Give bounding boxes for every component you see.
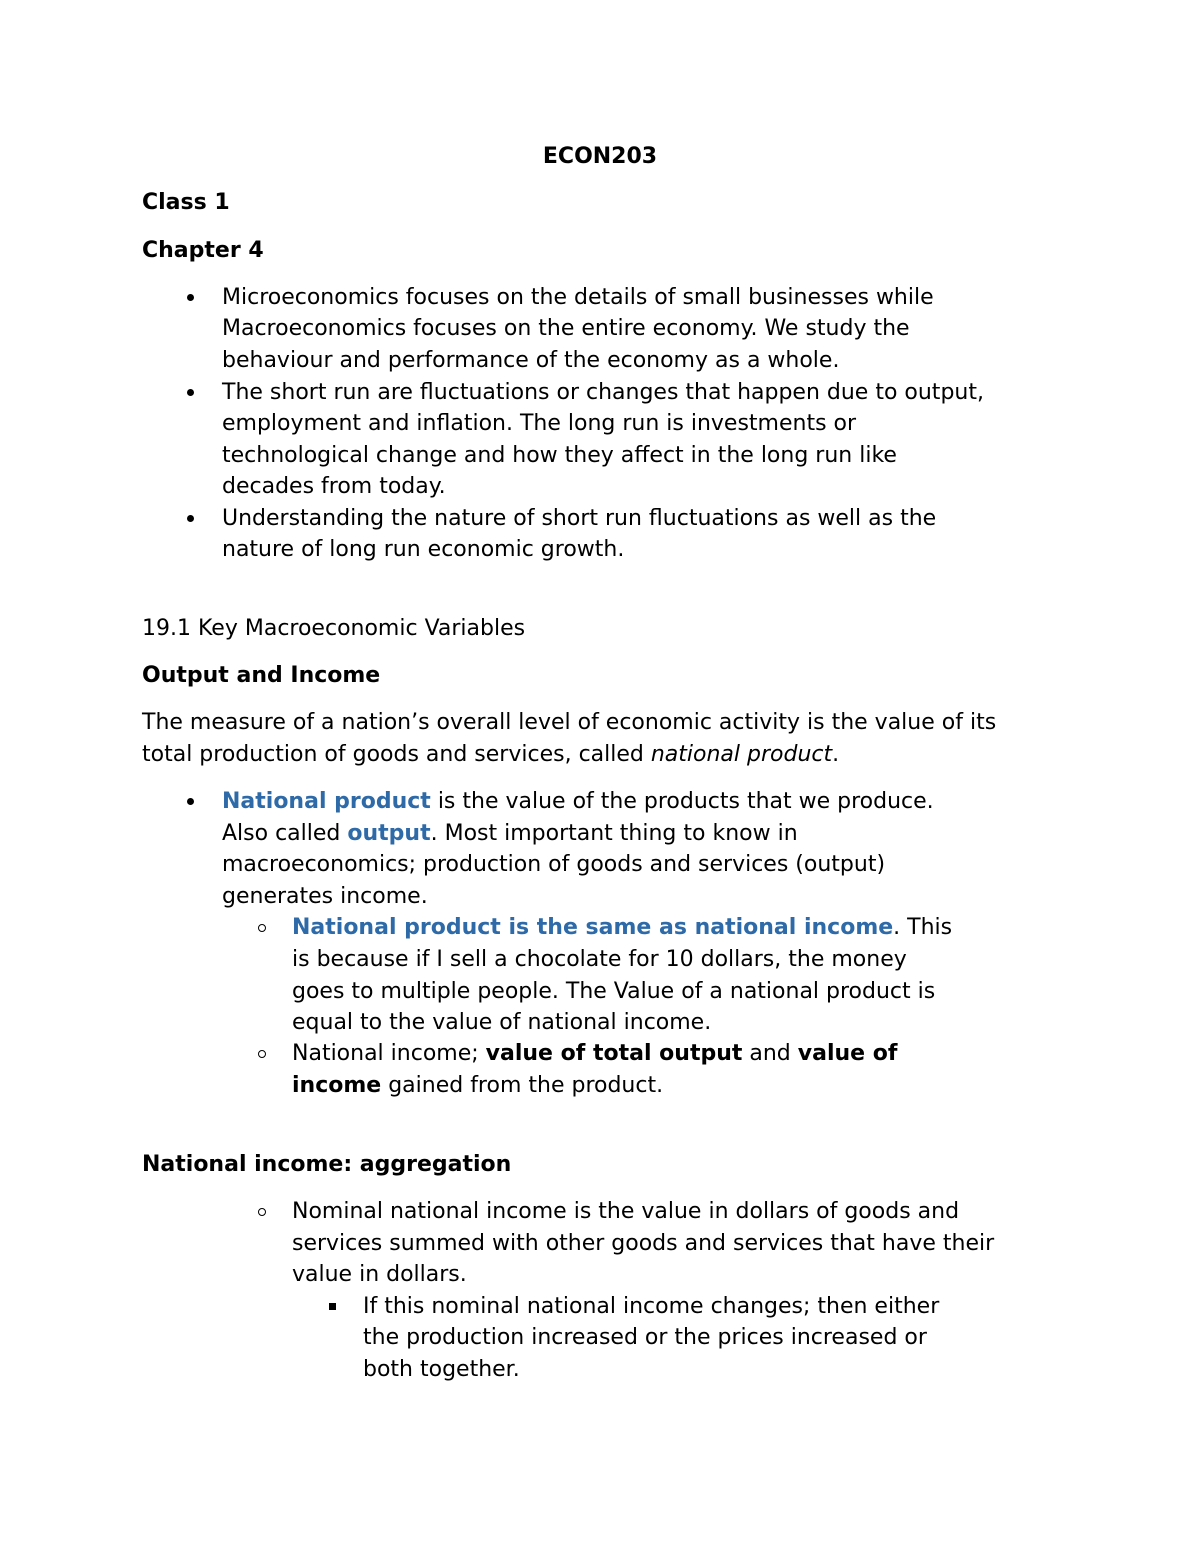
list-item-line: generates income. bbox=[222, 884, 428, 909]
bullet-disc-icon bbox=[187, 798, 194, 805]
bullet-disc-icon bbox=[187, 389, 194, 396]
list-item-line: Understanding the nature of short run fluctuations as well as the bbox=[222, 506, 937, 531]
chapter-heading: Chapter 4 bbox=[142, 238, 264, 263]
aggregation-heading: National income: aggregation bbox=[142, 1152, 512, 1177]
list-item-line: equal to the value of national income. bbox=[292, 1010, 712, 1035]
list-item-line: If this nominal national income changes; then either bbox=[363, 1294, 940, 1319]
output-term: output bbox=[347, 821, 431, 846]
national-income-equivalence-term: National product is the same as national income bbox=[292, 915, 894, 940]
measure-paragraph-line: The measure of a nation’s overall level of economic activity is the value of its bbox=[142, 710, 997, 735]
national-product-term: National product bbox=[222, 789, 431, 814]
list-item-line: value in dollars. bbox=[292, 1262, 467, 1287]
list-item-line: income gained from the product. bbox=[292, 1073, 664, 1098]
list-item-line: National product is the same as national income. This bbox=[292, 915, 953, 940]
list-item-line: National product is the value of the products that we produce. bbox=[222, 789, 934, 814]
list-item-line: is because if I sell a chocolate for 10 dollars, the money bbox=[292, 947, 907, 972]
list-item-line: nature of long run economic growth. bbox=[222, 537, 625, 562]
list-item-line: behaviour and performance of the economy as a whole. bbox=[222, 348, 840, 373]
bullet-circle-icon bbox=[258, 1208, 266, 1216]
list-item-line: Microeconomics focuses on the details of small businesses while bbox=[222, 285, 934, 310]
list-item-line: both together. bbox=[363, 1357, 520, 1382]
list-item-line: technological change and how they affect in the long run like bbox=[222, 443, 897, 468]
list-item-line: decades from today. bbox=[222, 474, 446, 499]
national-product-emphasis: national product bbox=[650, 742, 833, 767]
bullet-circle-icon bbox=[258, 1050, 266, 1058]
bullet-disc-icon bbox=[187, 294, 194, 301]
bullet-disc-icon bbox=[187, 515, 194, 522]
document-title: ECON203 bbox=[542, 144, 658, 169]
list-item-line: goes to multiple people. The Value of a national product is bbox=[292, 979, 936, 1004]
list-item-line: employment and inflation. The long run is investments or bbox=[222, 411, 857, 436]
list-item-line: Nominal national income is the value in dollars of goods and bbox=[292, 1199, 960, 1224]
list-item-line: Also called output. Most important thing to know in bbox=[222, 821, 798, 846]
output-heading: Output and Income bbox=[142, 663, 381, 688]
section-title: 19.1 Key Macroeconomic Variables bbox=[142, 616, 526, 641]
bullet-square-icon bbox=[329, 1303, 336, 1310]
bullet-circle-icon bbox=[258, 924, 266, 932]
list-item-line: National income; value of total output and value of bbox=[292, 1041, 898, 1066]
list-item-line: the production increased or the prices increased or bbox=[363, 1325, 927, 1350]
list-item-line: services summed with other goods and services that have their bbox=[292, 1231, 995, 1256]
list-item-line: Macroeconomics focuses on the entire economy. We study the bbox=[222, 316, 910, 341]
measure-paragraph-line: total production of goods and services, called national product. bbox=[142, 742, 840, 767]
list-item-line: macroeconomics; production of goods and services (output) bbox=[222, 852, 886, 877]
class-heading: Class 1 bbox=[142, 190, 230, 215]
list-item-line: The short run are fluctuations or changes that happen due to output, bbox=[222, 380, 984, 405]
